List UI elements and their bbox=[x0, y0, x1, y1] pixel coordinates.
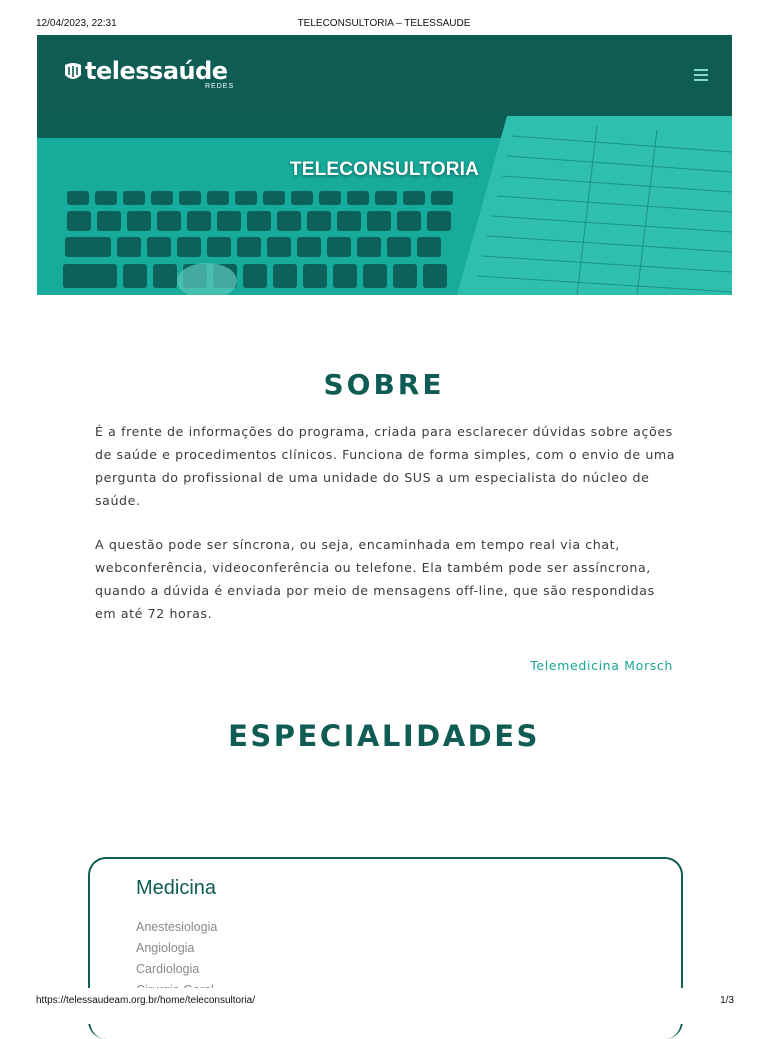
list-item: Cardiologia bbox=[136, 962, 200, 976]
image-credit-link[interactable]: Telemedicina Morsch bbox=[530, 658, 673, 673]
hero-title: TELECONSULTORIA bbox=[289, 159, 480, 180]
logo-text: telessaúde bbox=[85, 57, 228, 85]
hamburger-menu-icon[interactable] bbox=[694, 69, 708, 81]
hero-background-image bbox=[37, 116, 732, 295]
especialidades-heading: ESPECIALIDADES bbox=[228, 719, 540, 753]
print-header bbox=[0, 0, 768, 32]
list-item: Angiologia bbox=[136, 941, 195, 955]
list-item: Anestesiologia bbox=[136, 920, 218, 934]
sobre-paragraph-2: A questão pode ser síncrona, ou seja, encaminhada em tempo real via chat, webconferência, videoconferência ou telefone. Ela também pode ser assíncrona, quando a dúvida é enviada por meio de mensagens off-line, que são respondidas em até 72 horas. bbox=[95, 537, 655, 621]
leaf-logo-icon bbox=[63, 61, 83, 83]
print-datetime: 12/04/2023, 22:31 bbox=[36, 18, 117, 29]
print-page-title: TELECONSULTORIA – TELESSAUDE bbox=[297, 18, 471, 29]
logo-subtext: REDES bbox=[205, 83, 235, 90]
sobre-heading: SOBRE bbox=[323, 368, 445, 401]
hero-banner bbox=[37, 116, 732, 295]
sobre-paragraph-1: É a frente de informações do programa, criada para esclarecer dúvidas sobre ações de saúde e procedimentos clínicos. Funciona de forma simples, com o envio de uma pergunta do profissional de uma unidade do SUS a um especialista do núcleo de saúde. bbox=[95, 424, 676, 508]
print-page-number: 1/3 bbox=[720, 995, 734, 1006]
print-url: https://telessaudeam.org.br/home/teleconsultoria/ bbox=[36, 995, 256, 1006]
site-logo[interactable] bbox=[63, 59, 253, 99]
site-header bbox=[37, 35, 732, 116]
print-footer bbox=[0, 988, 768, 1024]
card-title: Medicina bbox=[136, 877, 217, 899]
